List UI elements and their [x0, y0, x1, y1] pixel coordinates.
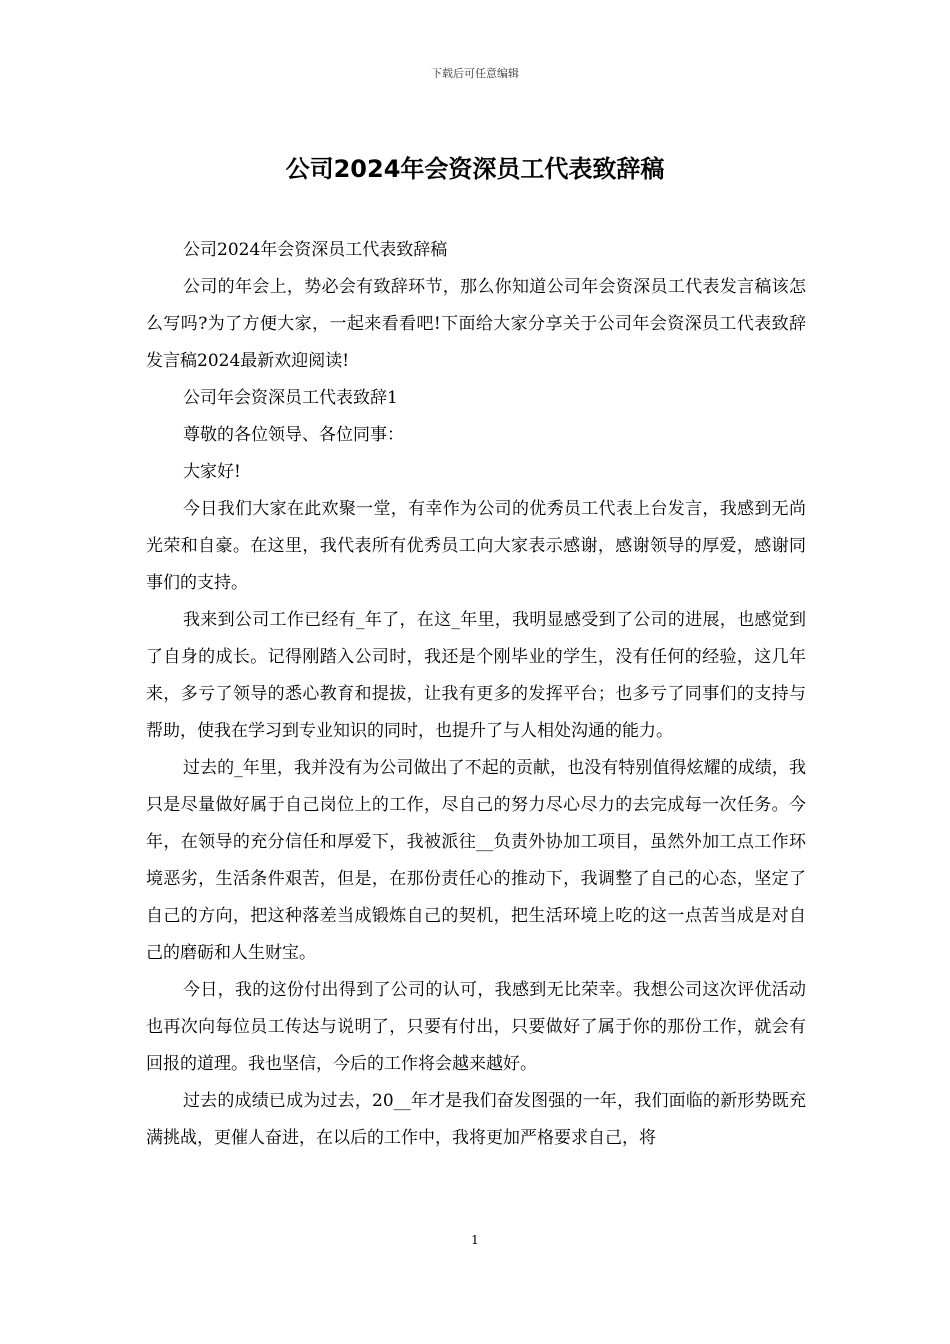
paragraph-body: 今日，我的这份付出得到了公司的认可，我感到无比荣幸。我想公司这次评优活动也再次向每位员工传达与说明了，只要有付出，只要做好了属于你的那份工作，就会有回报的道理。我也坚信，今后的工作将会越来越好。: [146, 980, 806, 1074]
paragraph-body: 过去的成绩已成为过去，20__年才是我们奋发图强的一年，我们面临的新形势既充满挑战，更催人奋进，在以后的工作中，我将更加严格要求自己，将: [146, 1091, 806, 1148]
page-number: 1: [471, 1233, 479, 1247]
paragraph-section-heading: 公司年会资深员工代表致辞1: [183, 388, 398, 408]
paragraph-salutation: 尊敬的各位领导、各位同事：: [183, 425, 404, 445]
document-title: 公司2024年会资深员工代表致辞稿: [285, 155, 665, 183]
paragraph-subtitle: 公司2024年会资深员工代表致辞稿: [183, 240, 448, 260]
paragraph-body: 过去的_年里，我并没有为公司做出了不起的贡献，也没有特别值得炫耀的成绩，我只是尽量做好属于自己岗位上的工作，尽自己的努力尽心尽力的去完成每一次任务。今年，在领导的充分信任和厚爱下，我被派往__负责外协加工项目，虽然外加工点工作环境恶劣，生活条件艰苦，但是，在那份责任心的推动下，我调整了自己的心态，坚定了自己的方向，把这种落差当成锻炼自己的契机，把生活环境上吃的这一点苦当成是对自己的磨砺和人生财宝。: [146, 758, 806, 963]
paragraph-body: 我来到公司工作已经有_年了，在这_年里，我明显感受到了公司的进展，也感觉到了自身的成长。记得刚踏入公司时，我还是个刚毕业的学生，没有任何的经验，这几年来，多亏了领导的悉心教育和提拔，让我有更多的发挥平台；也多亏了同事们的支持与帮助，使我在学习到专业知识的同时，也提升了与人相处沟通的能力。: [146, 610, 806, 741]
paragraph-intro: 公司的年会上，势必会有致辞环节，那么你知道公司年会资深员工代表发言稿该怎么写吗?为了方便大家，一起来看看吧!下面给大家分享关于公司年会资深员工代表致辞发言稿2024最新欢迎阅读!: [146, 277, 806, 371]
paragraph-body: 今日我们大家在此欢聚一堂，有幸作为公司的优秀员工代表上台发言，我感到无尚光荣和自豪。在这里，我代表所有优秀员工向大家表示感谢，感谢领导的厚爱，感谢同事们的支持。: [146, 499, 806, 593]
paragraph-greeting: 大家好!: [183, 462, 241, 482]
document-body: [146, 232, 806, 1157]
header-note: 下载后可任意编辑: [431, 67, 519, 80]
